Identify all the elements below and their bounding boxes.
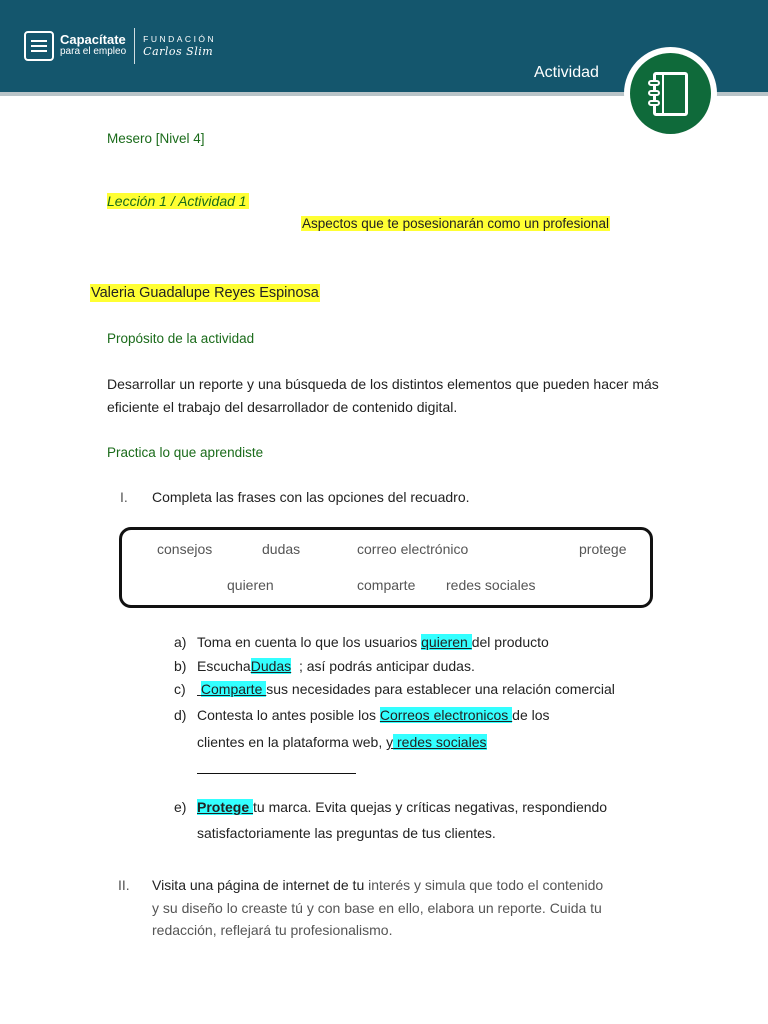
item-b: [174, 658, 475, 674]
item-text: Contesta lo antes posible los: [197, 707, 380, 723]
item-text: del producto: [471, 634, 549, 650]
item-a: [174, 634, 549, 650]
question-1-number: I.: [120, 489, 128, 505]
capacitate-logo: [24, 28, 216, 64]
answer-field[interactable]: Comparte: [200, 681, 267, 697]
logo-separator: [134, 28, 135, 64]
question-1-text: Completa las frases con las opciones del recuadro.: [152, 489, 470, 505]
lesson-label: Lección 1 / Actividad 1: [107, 193, 247, 209]
item-text: de los: [512, 707, 550, 723]
word-bank-word: dudas: [262, 541, 301, 557]
purpose-line-2: eficiente el trabajo del desarrollador de contenido digital.: [107, 399, 458, 415]
logo-main-text: Capacítate: [60, 32, 126, 47]
item-text: y: [386, 734, 394, 750]
item-text: Toma en cuenta lo que los usuarios: [197, 634, 422, 650]
answer-field[interactable]: quieren: [421, 634, 472, 650]
answer-field[interactable]: redes sociales: [393, 734, 487, 750]
answer-field[interactable]: Protege: [197, 799, 254, 815]
header-title: Actividad: [534, 64, 599, 81]
item-text: clientes en la plataforma web,: [197, 734, 387, 750]
word-bank-box: [119, 527, 653, 608]
item-text: sus necesidades para establecer una relación comercial: [266, 681, 615, 697]
purpose-line-1: Desarrollar un reporte y una búsqueda de los distintos elementos que pueden hacer más: [107, 376, 659, 392]
item-label: a): [174, 634, 187, 650]
notebook-icon: [653, 72, 688, 116]
word-bank-word: comparte: [357, 577, 416, 593]
item-e: [174, 799, 607, 815]
activity-title: Aspectos que te posesionarán como un profesional: [302, 216, 609, 231]
item-text: ; así podrás anticipar dudas.: [291, 658, 475, 674]
logo-foundation-text: FUNDACIÓN: [143, 34, 217, 44]
item-label: c): [174, 681, 186, 697]
question-2-line-2: y su diseño lo creaste tú y con base en ello, elabora un reporte. Cuida tu: [152, 900, 602, 916]
logo-sub-text: para el empleo: [60, 46, 127, 57]
question-2-line-1: Visita una página de internet de tu interés y simula que todo el contenido: [152, 877, 604, 893]
logo-signature: Carlos Slim: [143, 45, 214, 58]
item-text: Escucha: [197, 658, 251, 674]
item-label: d): [174, 707, 187, 723]
word-bank-word: quieren: [227, 577, 274, 593]
answer-field[interactable]: Correos electronicos: [379, 707, 513, 723]
item-d-line-2: [197, 734, 487, 750]
item-c: [174, 681, 615, 697]
item-label: b): [174, 658, 187, 674]
question-2-number: II.: [118, 877, 130, 893]
item-label: e): [174, 799, 187, 815]
word-bank-word: redes sociales: [446, 577, 536, 593]
answer-blank-line: [197, 773, 356, 774]
word-bank-word: consejos: [157, 541, 213, 557]
practice-heading: Practica lo que aprendiste: [107, 445, 264, 460]
item-e-line-2: satisfactoriamente las preguntas de tus clientes.: [197, 825, 496, 841]
answer-field[interactable]: Dudas: [250, 658, 292, 674]
course-name: Mesero [Nivel 4]: [107, 131, 205, 146]
word-bank-word: correo electrónico: [357, 541, 469, 557]
activity-badge: [624, 47, 717, 140]
item-d: [174, 707, 550, 723]
student-name: Valeria Guadalupe Reyes Espinosa: [91, 285, 319, 301]
purpose-heading: Propósito de la actividad: [107, 331, 255, 346]
item-text: tu marca. Evita quejas y críticas negativas, respondiendo: [253, 799, 608, 815]
word-bank-word: protege: [579, 541, 627, 557]
question-2-line-3: redacción, reflejará tu profesionalismo.: [152, 922, 393, 938]
capacitate-logo-icon: [24, 31, 54, 61]
